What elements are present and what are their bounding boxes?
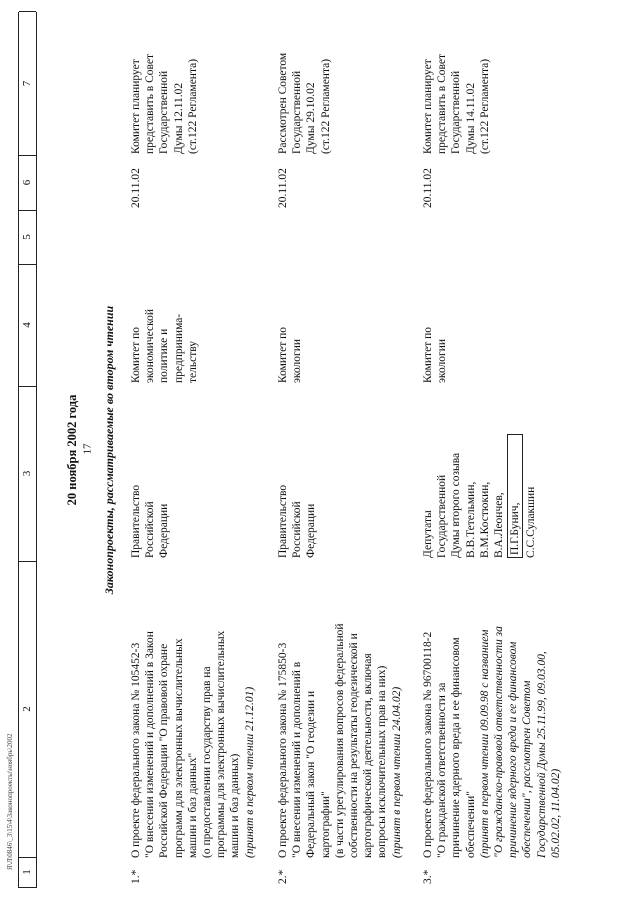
bill-title-line: "О гражданской ответственности за [436, 682, 449, 858]
bill-title-line: собственности на результаты геодезической и [348, 633, 361, 858]
section-title: Законопроекты, рассматриваемые во втором чтении [102, 305, 116, 595]
col-header-3: 3 [19, 386, 36, 562]
responsible-committee [421, 263, 449, 383]
committee-line: экономической [144, 309, 157, 383]
initiator-line: Российской [291, 501, 304, 558]
status-line: Думы 29.10.02 [305, 82, 318, 154]
bill-title-line: машин и баз данных" [186, 752, 199, 858]
review-date: 20.11.02 [277, 168, 289, 208]
initiator-line: Федерации [158, 503, 171, 558]
bill-title [276, 564, 404, 858]
initiator-line: В.М.Костюкин, [478, 481, 491, 558]
bill-title-line: Государственной Думы 25.11.99, 09.03.00, [535, 651, 548, 858]
col-header-7: 7 [19, 11, 36, 156]
committee-line: экологии [291, 338, 304, 383]
status-line: Государственной [291, 70, 304, 154]
bill-title-line: (принят в первом чтении 24.04.02) [390, 686, 403, 858]
date-title: 20 ноября 2002 года [65, 394, 79, 506]
status-note [421, 14, 492, 154]
bill-title-line: причинение ядерного вреда и ее финансовом [450, 637, 463, 858]
committee-line: Комитет по [130, 327, 142, 383]
status-line: Государственной [450, 70, 463, 154]
bill-title-line: машин и баз данных) [229, 753, 242, 858]
review-date: 20.11.02 [422, 168, 434, 208]
initiator-line: Правительство [277, 484, 289, 558]
bill-title-line: О проекте федерального закона № 96700118-2 [422, 631, 434, 858]
status-line: представить в Совет [436, 53, 449, 154]
col-header-4: 4 [19, 264, 36, 387]
status-line: Думы 14.11.02 [464, 82, 477, 154]
bill-title-line: причинение ядерного вреда и ее финансовом [507, 641, 520, 858]
committee-line: предпринима- [172, 313, 185, 383]
bill-title-line: вопросы исключительных прав на них) [376, 665, 389, 858]
bill-number: 1.* [130, 869, 142, 884]
status-line: Рассмотрен Советом [277, 52, 289, 154]
bill-title-line: (о предоставлении государству прав на [201, 666, 214, 858]
status-line: Комитет планирует [130, 59, 142, 154]
bill-initiator [276, 390, 319, 558]
responsible-committee [129, 263, 200, 383]
bill-title-line: (принят в первом чтении 09.09.98 с названием [478, 629, 491, 858]
bill-title-line: О проекте федерального закона № 105452-3 [130, 642, 142, 858]
committee-line: Комитет по [422, 327, 434, 383]
initiator-line: Депутаты [422, 510, 434, 558]
review-date: 20.11.02 [130, 168, 142, 208]
initiator-line: Думы второго созыва [450, 452, 463, 558]
bill-title-line: Российской Федерации "О правовой охране [158, 643, 171, 858]
initiator-line: В.А.Леончев, [493, 492, 506, 558]
bill-title [129, 564, 257, 858]
committee-line: политике и [158, 328, 171, 383]
committee-line: Комитет по [277, 327, 289, 383]
bill-title [421, 564, 563, 858]
committee-line: тельству [186, 340, 199, 383]
bill-title-line: О проекте федерального закона № 175850-3 [277, 642, 289, 858]
initiator-line: Правительство [130, 484, 142, 558]
bill-title-line: "О внесении изменений и дополнений в [291, 661, 304, 858]
initiator-line: С.С.Сулакшин [525, 486, 538, 558]
page-number: 17 [81, 443, 94, 455]
bill-title-line: картографии" [319, 791, 332, 858]
bill-title-line: "О гражданско-правовой ответственности за [493, 626, 506, 858]
bill-initiator [129, 390, 172, 558]
col-header-2: 2 [19, 561, 36, 858]
col-header-6: 6 [19, 155, 36, 211]
status-line: Комитет планирует [422, 59, 434, 154]
initiator-boxed-name: П.Г.Бунич, [507, 434, 523, 558]
bill-title-line: картографической деятельности, включая [362, 653, 375, 858]
bill-title-line: программы для электронных вычислительных [215, 630, 228, 858]
bill-number: 3.* [422, 869, 434, 884]
initiator-line: В.В.Тетельмин, [464, 481, 477, 558]
bill-title-line: (в части урегулирования вопросов федеральной [333, 623, 346, 858]
column-header-row [18, 12, 37, 888]
status-line: Государственной [158, 70, 171, 154]
status-line: Думы 12.11.02 [172, 82, 185, 154]
col-header-5: 5 [19, 210, 36, 265]
status-line: (ст.122 Регламента) [478, 58, 491, 154]
responsible-committee [276, 263, 304, 383]
bill-title-line: обеспечении", рассмотрен Советом [521, 680, 534, 858]
status-note [276, 14, 333, 154]
bill-title-line: Федеральный закон "О геодезии и [305, 690, 318, 858]
bill-title-line: "О внесении изменений и дополнений в Закон [144, 631, 157, 858]
initiator-line: Федерации [305, 503, 318, 558]
bill-initiator [421, 390, 539, 558]
footer-path: Я\Л\0846\_3\15\4\Законопроекты\ноябрь\2002 [6, 733, 14, 870]
rotated-page [18, 12, 630, 888]
bill-number: 2.* [277, 869, 289, 884]
bill-title-line: обеспечении" [464, 791, 477, 858]
status-line: (ст.122 Регламента) [319, 58, 332, 154]
initiator-line: Государственной [436, 474, 449, 558]
status-line: (ст.122 Регламента) [186, 58, 199, 154]
committee-line: экологии [436, 338, 449, 383]
status-note [129, 14, 200, 154]
status-line: представить в Совет [144, 53, 157, 154]
bill-title-line: программ для электронных вычислительных [172, 638, 185, 858]
col-header-1: 1 [19, 857, 36, 888]
bill-title-line: 05.02.02, 11.04.02) [549, 768, 562, 858]
initiator-line: Российской [144, 501, 157, 558]
bill-title-line: (принят в первом чтении 21.12.01) [243, 686, 256, 858]
